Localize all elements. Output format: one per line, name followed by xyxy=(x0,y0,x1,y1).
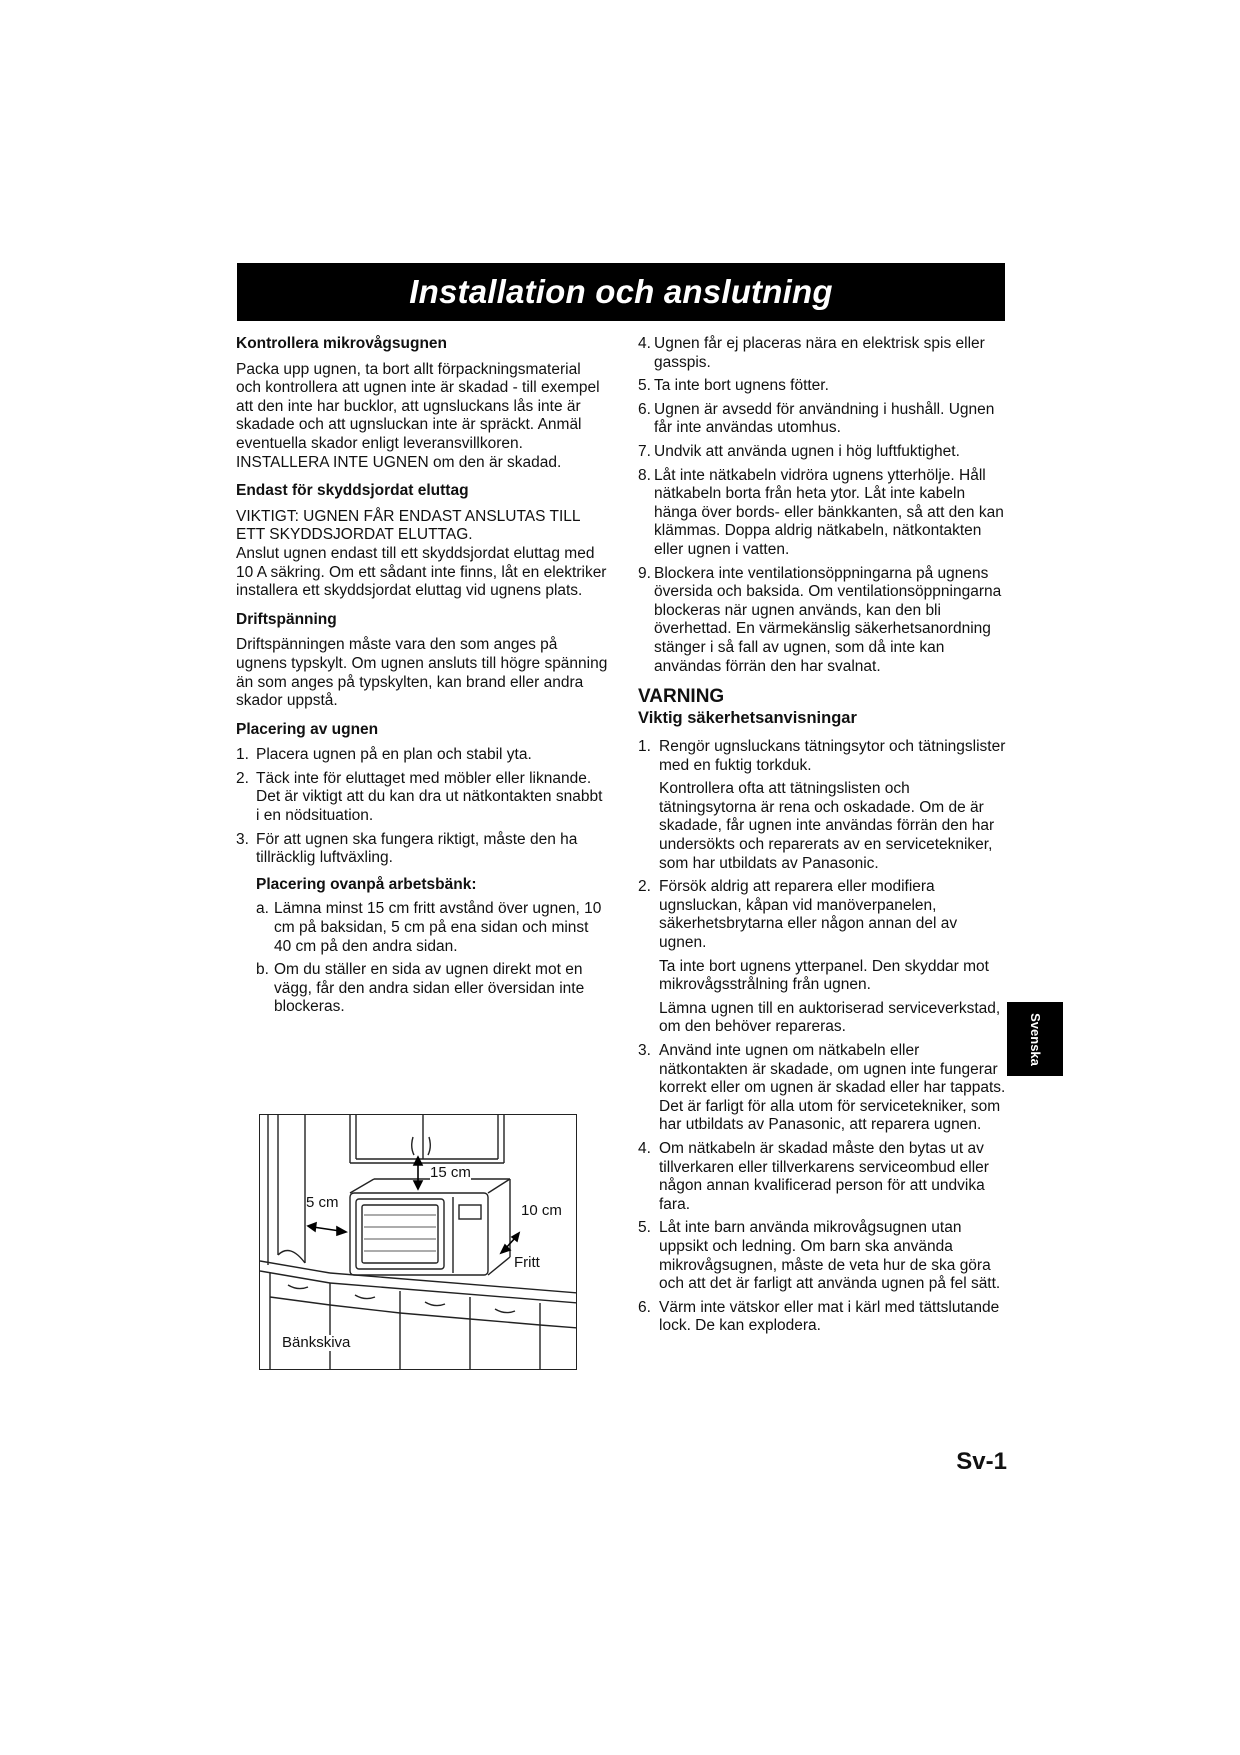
list-item: b. Om du ställer en sida av ugnen direkt mot en vägg, får den andra sidan eller översidan inte blockeras. xyxy=(256,961,585,1016)
list-item: 6. Ugnen är avsedd för användning i hushåll. Ugnen får inte användas utomhus. xyxy=(638,400,995,437)
list-item: 5. Ta inte bort ugnens fötter. xyxy=(638,377,829,395)
installation-illustration xyxy=(259,1114,577,1370)
list-item: 6. Värm inte vätskor eller mat i kärl med tättslutande lock. De kan explodera. xyxy=(638,1298,1000,1335)
list-item: a. Lämna minst 15 cm fritt avstånd över ugnen, 10 cm på baksidan, 5 cm på ena sidan och minst 40 cm på den andra sidan. xyxy=(256,900,602,955)
warning-list xyxy=(638,738,1006,1336)
heading-countertop: Placering ovanpå arbetsbänk: xyxy=(256,875,477,893)
voltage-text: Driftspänningen måste vara den som anges på ugnens typskylt. Om ugnen ansluts till högre spänning än som anges på typskylten, kan brand eller andra skador uppstå. xyxy=(236,636,608,710)
list-item: 4. Om nätkabeln är skadad måste den bytas ut av tillverkaren eller tillverkarens serviceombud eller någon annan kvalificerad person för att undvika fara. xyxy=(638,1139,989,1213)
countertop-list xyxy=(256,900,608,1017)
placement-list-continued xyxy=(638,335,1006,676)
warning-subtitle: Viktig säkerhetsanvisningar xyxy=(638,709,857,728)
label-top-clearance: 15 cm xyxy=(430,1164,471,1181)
heading-check-oven: Kontrollera mikrovågsugnen xyxy=(236,335,448,352)
heading-grounded-outlet: Endast för skyddsjordat eluttag xyxy=(236,482,469,500)
grounded-outlet-warning: VIKTIGT: UGNEN FÅR ENDAST ANSLUTAS TILL ETT SKYDDSJORDAT ELUTTAG. xyxy=(236,507,580,544)
list-item: 8. Låt inte nätkabeln vidröra ugnens ytterhölje. Håll nätkabeln borta från heta ytor. Låt inte kabeln hänga över bords- eller bänkkanten, så att den kan klämmas. Doppa aldrig nätkabeln, nätkontakten eller ugnen i vatten. xyxy=(638,466,1004,558)
title-bar xyxy=(237,263,1005,321)
warning-title: VARNING xyxy=(638,686,725,708)
language-tab xyxy=(1007,1002,1063,1076)
list-item: 2. Täck inte för eluttaget med möbler eller liknande. Det är viktigt att du kan dra ut nätkontakten snabbt i en nödsituation. xyxy=(236,769,603,825)
list-item: 7. Undvik att använda ugnen i hög luftfuktighet. xyxy=(638,442,960,460)
list-item: 1. Rengör ugnsluckans tätningsytor och tätningslister med en fuktig torkduk. Kontrollera ofta att tätningslisten och tätningsytorna är rena och oskadade. Om de är skadade, får ugnen inte användas förrän den har undersökts och reparerats av en servicetekniker, som har utbildats av Panasonic. xyxy=(638,738,1006,872)
list-item: 9. Blockera inte ventilationsöppningarna på ugnens översida och baksida. Om ventilationsöppningarna blockeras när ugnen används, kan den bli överhettad. En värmekänslig säkerhetsanordning stänger i så fall av ugnen, som då inte kan användas förrän den har svalnat. xyxy=(638,564,1002,675)
page-number: Sv-1 xyxy=(956,1448,1007,1475)
page-title: Installation och anslutning xyxy=(409,273,833,310)
language-tab-label: Svenska xyxy=(1027,1012,1043,1066)
list-item: 2. Försök aldrig att reparera eller modifiera ugnsluckan, kåpan vid manöverpanelen, säkerhetsbrytarna eller någon annan del av ugnen. Ta inte bort ugnens ytterpanel. Den skyddar mot mikrovågsstrålning från ugnen. Lämna ugnen till en auktoriserad serviceverkstad, om den behöver repareras. xyxy=(638,878,1001,1036)
label-back-clearance: 10 cm xyxy=(521,1202,562,1219)
label-free: Fritt xyxy=(514,1254,540,1271)
list-item: 3. Använd inte ugnen om nätkabeln eller nätkontakten är skadade, om ugnen inte fungerar korrekt eller om ugnen är skadad eller har tappats. Det är farligt för alla utom för servicetekniker, som har utbildats av Panasonic, att reparera ugnen. xyxy=(638,1042,1006,1134)
heading-placement: Placering av ugnen xyxy=(236,720,379,738)
heading-voltage: Driftspänning xyxy=(236,610,337,628)
placement-list xyxy=(236,746,608,868)
left-column xyxy=(236,335,608,1022)
list-item: 4. Ugnen får ej placeras nära en elektrisk spis eller gasspis. xyxy=(638,335,985,371)
check-oven-text: Packa upp ugnen, ta bort allt förpackningsmaterial och kontrollera att ugnen inte är skadad - till exempel att den inte har bucklor, att ugnsluckans lås inte är skadade och att ugnsluckan inte är spräckt. Anmäl eventuella skador enligt leveransvillkoren. INSTALLERA INTE UGNEN om den är skadad. xyxy=(236,360,600,471)
grounded-outlet-text: Anslut ugnen endast till ett skyddsjordat eluttag med 10 A säkring. Om ett sådant inte finns, låt en elektriker installera ett skyddsjordat eluttag vid ugnens plats. xyxy=(236,544,607,600)
microwave-clearance-drawing xyxy=(260,1115,577,1370)
list-item: 5. Låt inte barn använda mikrovågsugnen utan uppsikt och ledning. Om barn ska använda mikrovågsugnen, måste de veta hur de ska göra och att det är farligt att använda ugnen på fel sätt. xyxy=(638,1219,1001,1293)
list-item: 1. Placera ugnen på en plan och stabil yta. xyxy=(236,746,532,764)
right-column xyxy=(638,335,1006,1344)
list-item: 3. För att ugnen ska fungera riktigt, måste den ha tillräcklig luftväxling. xyxy=(236,830,578,867)
label-side-clearance: 5 cm xyxy=(306,1194,339,1211)
label-countertop: Bänkskiva xyxy=(282,1334,351,1351)
